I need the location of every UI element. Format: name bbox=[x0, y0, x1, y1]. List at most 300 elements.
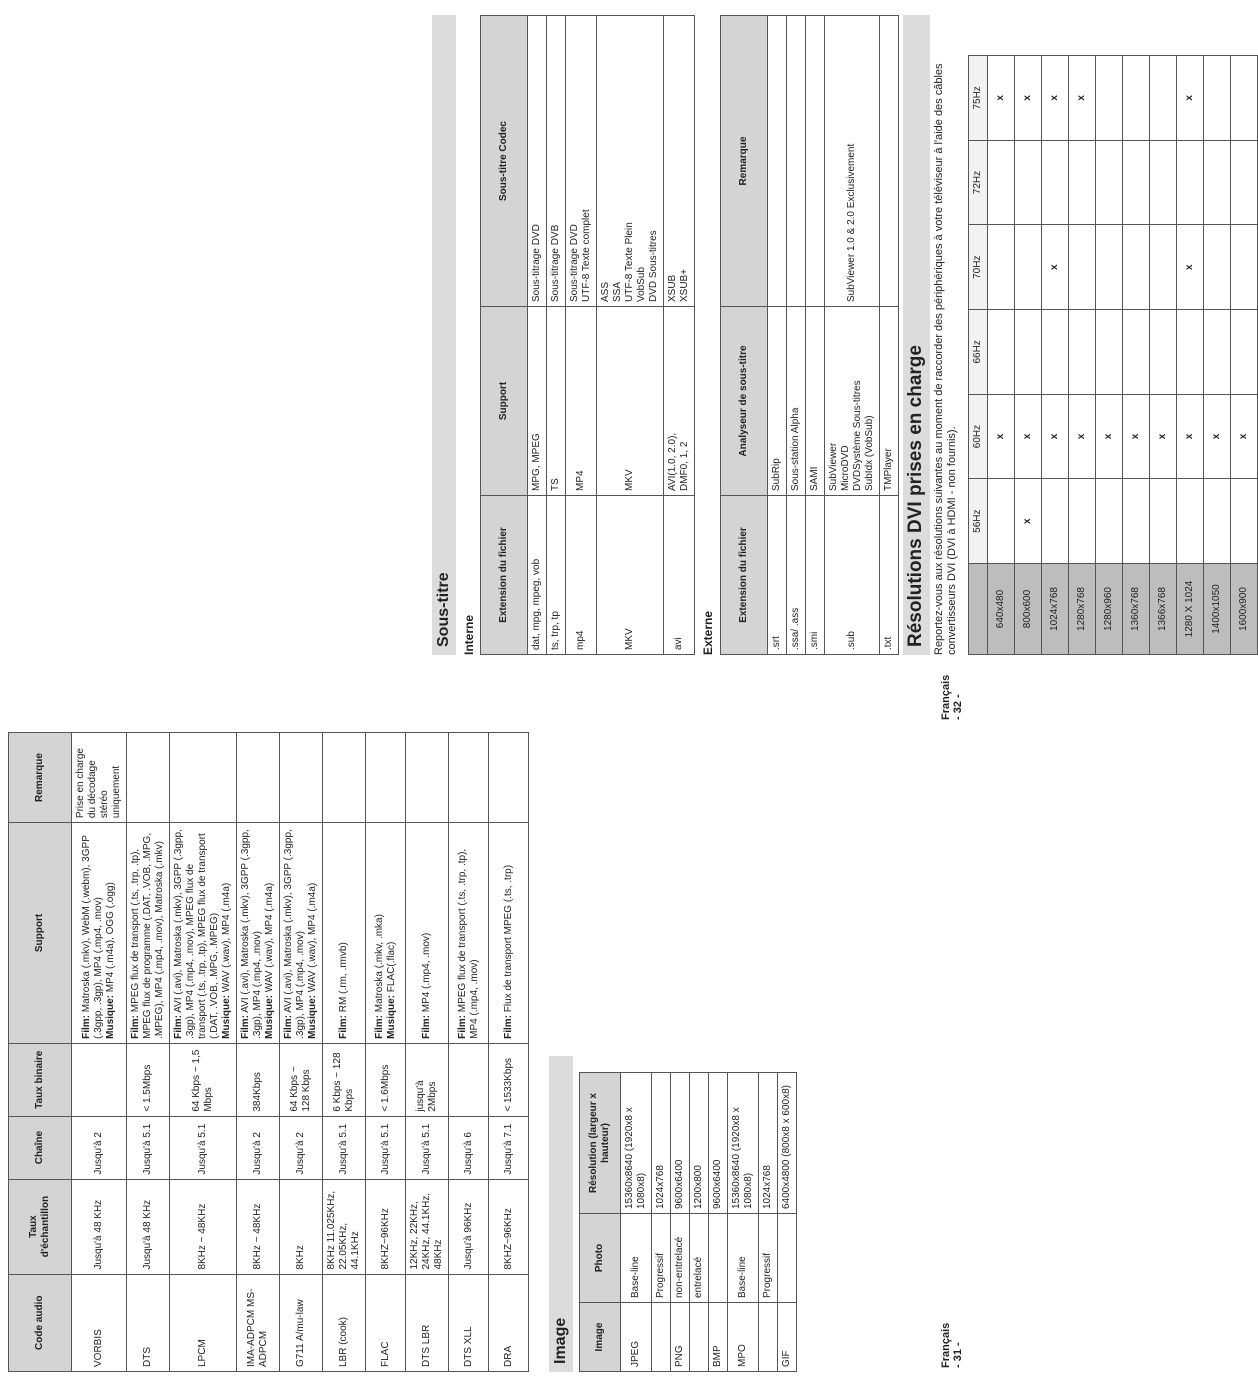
dvi-mark: x bbox=[1177, 394, 1204, 479]
audio-row bbox=[406, 733, 449, 1372]
audio-support-film bbox=[457, 827, 481, 1039]
audio-chaine: Jusqu'à 6 bbox=[449, 1116, 489, 1179]
image-resolution: 9600x6400 bbox=[709, 1073, 728, 1214]
dvi-row bbox=[1015, 56, 1042, 655]
dvi-mark bbox=[1231, 225, 1258, 310]
externe-remarque bbox=[767, 16, 786, 307]
dvi-resolution: 1360x768 bbox=[1123, 564, 1150, 655]
dvi-mark bbox=[1015, 310, 1042, 395]
audio-header-remarque: Remarque bbox=[9, 733, 72, 823]
dvi-mark bbox=[1096, 310, 1123, 395]
audio-row bbox=[170, 733, 237, 1372]
dvi-row bbox=[1231, 56, 1258, 655]
audio-code: DTS LBR bbox=[406, 1274, 449, 1371]
dvi-paragraph: Reportez-vous aux résolutions suivantes au moment de raccorder des périphériques à votre téléviseur à l'aide des câbles convertisseurs DVI (DVI à HDMI - non fournis). bbox=[932, 63, 959, 655]
audio-remarque bbox=[323, 733, 366, 823]
interne-header-codec: Sous-titre Codec bbox=[481, 16, 528, 307]
audio-support bbox=[406, 823, 449, 1044]
audio-remarque bbox=[170, 733, 237, 823]
image-format: JPEG bbox=[621, 1303, 652, 1372]
dvi-mark: x bbox=[1231, 394, 1258, 479]
audio-taux: 8KHz bbox=[280, 1179, 323, 1274]
audio-row bbox=[489, 733, 529, 1372]
audio-remarque bbox=[489, 733, 529, 823]
audio-taux: 8KHz ~ 48KHz bbox=[170, 1179, 237, 1274]
audio-support bbox=[280, 823, 323, 1044]
interne-codec bbox=[664, 16, 695, 307]
audio-binaire: < 1.5Mbps bbox=[127, 1043, 170, 1116]
interne-row bbox=[597, 16, 664, 655]
dvi-mark: x bbox=[1177, 225, 1204, 310]
image-photo bbox=[709, 1214, 728, 1303]
dvi-mark bbox=[1069, 479, 1096, 564]
dvi-mark: x bbox=[1096, 394, 1123, 479]
image-format: PNG bbox=[671, 1303, 690, 1372]
interne-codec: Sous-titrage DVD bbox=[528, 16, 547, 307]
audio-support-film bbox=[130, 827, 166, 1039]
audio-support bbox=[449, 823, 489, 1044]
film-value: Matroska (.mkv, .mka) bbox=[373, 914, 385, 1013]
cell-line: SubIdx (VobSub) bbox=[863, 415, 875, 491]
cell-line: SSA bbox=[612, 281, 624, 302]
audio-support-film bbox=[173, 827, 221, 1039]
interne-support: MKV bbox=[597, 307, 664, 496]
dvi-header-corner bbox=[969, 564, 988, 655]
dvi-mark bbox=[1150, 140, 1177, 225]
image-photo: Progressif bbox=[759, 1214, 778, 1303]
dvi-mark bbox=[1069, 225, 1096, 310]
externe-row bbox=[786, 16, 805, 655]
audio-binaire bbox=[72, 1043, 127, 1116]
film-label: Film: bbox=[502, 1014, 514, 1039]
cell-line: ASS bbox=[600, 281, 612, 302]
dvi-mark: x bbox=[988, 56, 1015, 141]
audio-chaine: Jusqu'à 2 bbox=[237, 1116, 280, 1179]
audio-chaine: Jusqu'à 2 bbox=[280, 1116, 323, 1179]
musique-label: Musique: bbox=[105, 994, 116, 1039]
externe-header-ext: Extension du fichier bbox=[720, 496, 767, 655]
audio-chaine: Jusqu'à 5.1 bbox=[127, 1116, 170, 1179]
image-header-photo: Photo bbox=[580, 1214, 621, 1303]
musique-value: WAV (.wav), MP4 (.m4a) bbox=[307, 882, 318, 993]
image-format bbox=[652, 1303, 671, 1372]
audio-taux: 8KHZ~96KHz bbox=[489, 1179, 529, 1274]
audio-support-film bbox=[503, 827, 515, 1039]
dvi-row bbox=[1042, 56, 1069, 655]
audio-code: IMA-ADPCM MS-ADPCM bbox=[237, 1274, 280, 1371]
interne-ext: dat, mpg, mpeg, vob bbox=[528, 496, 547, 655]
externe-remarque: SubViewer 1.0 & 2.0 Exclusivement bbox=[824, 16, 879, 307]
film-value: MPEG flux de transport (.ts, .trp, .tp), MPEG flux de programme (.DAT, .VOB, .MPG, .MPEG), MP4 (.mp4, .mov), Matroska (.mkv) bbox=[130, 832, 165, 1039]
film-label: Film: bbox=[81, 1014, 92, 1039]
dvi-mark: x bbox=[1123, 394, 1150, 479]
interne-ext: avi bbox=[664, 496, 695, 655]
externe-header-row bbox=[720, 16, 767, 655]
musique-label: Musique: bbox=[385, 994, 397, 1039]
dvi-mark bbox=[1123, 225, 1150, 310]
audio-remarque: Prise en charge du décodage stéréo uniquement bbox=[72, 733, 127, 823]
dvi-row bbox=[1069, 56, 1096, 655]
audio-row bbox=[366, 733, 406, 1372]
dvi-mark bbox=[1204, 140, 1231, 225]
audio-support-musique bbox=[386, 827, 398, 1039]
audio-taux: Jusqu'à 48 KHz bbox=[72, 1179, 127, 1274]
dvi-mark bbox=[1096, 479, 1123, 564]
image-format: BMP bbox=[709, 1303, 728, 1372]
externe-remarque bbox=[879, 16, 898, 307]
film-value: MPEG flux de transport (.ts, .trp, .tp), MP4 (.mp4, .mov) bbox=[456, 848, 480, 1039]
audio-table bbox=[8, 732, 529, 1372]
dvi-mark: x bbox=[1042, 394, 1069, 479]
film-label: Film: bbox=[130, 1014, 141, 1039]
film-value: Flux de transport MPEG (.ts, .trp) bbox=[502, 864, 514, 1013]
cell-line: SubViewer bbox=[827, 442, 839, 491]
film-value: Matroska (.mkv), WebM (.webm), 3GPP (.3gpp, .3gp), MP4 (.mp4, .mov) bbox=[81, 835, 104, 1039]
externe-ext: .sub bbox=[824, 496, 879, 655]
dvi-mark bbox=[1231, 56, 1258, 141]
dvi-mark bbox=[1042, 310, 1069, 395]
audio-taux: 8KHz ~ 48KHz bbox=[237, 1179, 280, 1274]
audio-taux: 8KHz 11.025KHz, 22.05KHz, 44.1KHz bbox=[323, 1179, 366, 1274]
musique-value: MP4 (.m4a), OGG (.ogg) bbox=[105, 882, 116, 993]
image-resolution: 1024x768 bbox=[759, 1073, 778, 1214]
externe-ext: .txt bbox=[879, 496, 898, 655]
dvi-mark: x bbox=[1015, 56, 1042, 141]
audio-remarque bbox=[366, 733, 406, 823]
audio-header-row bbox=[9, 733, 72, 1372]
image-format bbox=[759, 1303, 778, 1372]
audio-header-code: Code audio bbox=[9, 1274, 72, 1371]
dvi-section-title: Résolutions DVI prises en charge bbox=[903, 15, 930, 655]
audio-support bbox=[170, 823, 237, 1044]
audio-row bbox=[280, 733, 323, 1372]
film-value: RM (.rm, .rmvb) bbox=[338, 942, 349, 1013]
audio-support-musique bbox=[105, 827, 117, 1039]
dvi-resolution: 1280x960 bbox=[1096, 564, 1123, 655]
dvi-header-freq: 60Hz bbox=[969, 394, 988, 479]
externe-ext: .srt bbox=[767, 496, 786, 655]
dvi-mark bbox=[1096, 140, 1123, 225]
dvi-mark bbox=[1231, 479, 1258, 564]
dvi-resolution: 1024x768 bbox=[1042, 564, 1069, 655]
audio-support-musique bbox=[264, 827, 276, 1039]
audio-binaire: 384Kbps bbox=[237, 1043, 280, 1116]
dvi-mark bbox=[1042, 140, 1069, 225]
audio-support bbox=[489, 823, 529, 1044]
audio-chaine: Jusqu'à 5.1 bbox=[406, 1116, 449, 1179]
image-row bbox=[728, 1073, 759, 1372]
dvi-mark bbox=[1231, 310, 1258, 395]
interne-ext: mp4 bbox=[566, 496, 597, 655]
image-header-row bbox=[580, 1073, 621, 1372]
audio-support-musique bbox=[221, 827, 233, 1039]
externe-row bbox=[767, 16, 786, 655]
soustitre-section-title: Sous-titre bbox=[432, 15, 456, 655]
interne-header-row bbox=[481, 16, 528, 655]
dvi-resolution: 1280x768 bbox=[1069, 564, 1096, 655]
audio-code: VORBIS bbox=[72, 1274, 127, 1371]
dvi-mark bbox=[1150, 225, 1177, 310]
dvi-header-freq: 56Hz bbox=[969, 479, 988, 564]
image-row bbox=[759, 1073, 778, 1372]
image-header-image: Image bbox=[580, 1303, 621, 1372]
audio-row bbox=[323, 733, 366, 1372]
dvi-mark bbox=[1150, 56, 1177, 141]
audio-code: FLAC bbox=[366, 1274, 406, 1371]
dvi-resolution: 1280 X 1024 bbox=[1177, 564, 1204, 655]
externe-analyseur bbox=[824, 307, 879, 496]
dvi-mark bbox=[1204, 56, 1231, 141]
dvi-mark bbox=[1177, 479, 1204, 564]
image-format: MPO bbox=[728, 1303, 759, 1372]
image-header-resolution: Résolution (largeur x hauteur) bbox=[580, 1073, 621, 1214]
dvi-row bbox=[1123, 56, 1150, 655]
image-resolution: 1200x800 bbox=[690, 1073, 709, 1214]
dvi-mark bbox=[1015, 225, 1042, 310]
audio-chaine: Jusqu'à 7.1 bbox=[489, 1116, 529, 1179]
dvi-mark: x bbox=[1150, 394, 1177, 479]
cell-line: UTF-8 Texte Plein bbox=[624, 222, 636, 302]
dvi-mark bbox=[1123, 310, 1150, 395]
cell-line: VobSub bbox=[636, 266, 648, 302]
film-value: AVI (.avi), Matroska (.mkv), 3GPP (.3gpp, .3gp), MP4 (.mp4, .mov), MPEG flux de transport (.ts, .trp, .tp), MPEG flux de transport (.DAT, .VOB, .MPG, .MPEG) bbox=[173, 829, 220, 1039]
image-photo: Progressif bbox=[652, 1214, 671, 1303]
audio-row bbox=[449, 733, 489, 1372]
externe-header-analyseur: Analyseur de sous-titre bbox=[720, 307, 767, 496]
audio-code: DTS bbox=[127, 1274, 170, 1371]
image-resolution: 15360x8640 (1920x8 x 1080x8) bbox=[728, 1073, 759, 1214]
audio-taux: Jusqu'à 48 KHz bbox=[127, 1179, 170, 1274]
dvi-mark: x bbox=[1069, 56, 1096, 141]
film-label: Film: bbox=[240, 1014, 251, 1039]
musique-value: FLAC(.flac) bbox=[385, 941, 397, 993]
image-section-title: Image bbox=[549, 1056, 573, 1372]
image-row bbox=[690, 1073, 709, 1372]
audio-binaire: jusqu'à 2Mbps bbox=[406, 1043, 449, 1116]
externe-remarque bbox=[786, 16, 805, 307]
dvi-mark bbox=[1177, 310, 1204, 395]
dvi-mark: x bbox=[988, 394, 1015, 479]
cell-line: UTF-8 Texte complet bbox=[581, 209, 593, 302]
image-row bbox=[709, 1073, 728, 1372]
dvi-resolution: 800x600 bbox=[1015, 564, 1042, 655]
dvi-mark: x bbox=[1015, 394, 1042, 479]
audio-support bbox=[127, 823, 170, 1044]
audio-support-film bbox=[421, 827, 433, 1039]
audio-support-film bbox=[338, 827, 350, 1039]
film-value: AVI (.avi), Matroska (.mkv), 3GPP (.3gpp, .3gp), MP4 (.mp4, .mov) bbox=[283, 829, 306, 1039]
dvi-mark bbox=[1123, 479, 1150, 564]
dvi-mark bbox=[1042, 479, 1069, 564]
audio-support-musique bbox=[307, 827, 319, 1039]
audio-support bbox=[237, 823, 280, 1044]
dvi-mark bbox=[1069, 310, 1096, 395]
audio-taux: Jusqu'à 96KHz bbox=[449, 1179, 489, 1274]
cell-line: DVDSystème Sous-titres bbox=[851, 380, 863, 491]
interne-title: Interne bbox=[462, 614, 476, 655]
interne-row bbox=[566, 16, 597, 655]
audio-code: DRA bbox=[489, 1274, 529, 1371]
audio-binaire: 6 Kbps ~ 128 Kbps bbox=[323, 1043, 366, 1116]
audio-binaire: 64 Kbps ~ 128 Kbps bbox=[280, 1043, 323, 1116]
audio-chaine: Jusqu'à 5.1 bbox=[366, 1116, 406, 1179]
dvi-mark bbox=[1231, 140, 1258, 225]
audio-remarque bbox=[237, 733, 280, 823]
image-photo: entrelacé bbox=[690, 1214, 709, 1303]
externe-row bbox=[879, 16, 898, 655]
interne-support: MP4 bbox=[566, 307, 597, 496]
dvi-mark bbox=[1204, 479, 1231, 564]
image-table bbox=[579, 1072, 797, 1372]
audio-support-film bbox=[283, 827, 307, 1039]
dvi-mark bbox=[1204, 310, 1231, 395]
externe-table bbox=[720, 15, 899, 655]
dvi-row bbox=[1150, 56, 1177, 655]
dvi-mark bbox=[1123, 56, 1150, 141]
cell-line: XSUB+ bbox=[679, 268, 691, 302]
dvi-resolution: 1366x768 bbox=[1150, 564, 1177, 655]
interne-table bbox=[480, 15, 695, 655]
audio-row bbox=[237, 733, 280, 1372]
image-row bbox=[621, 1073, 652, 1372]
audio-remarque bbox=[127, 733, 170, 823]
image-resolution: 1024x768 bbox=[652, 1073, 671, 1214]
film-label: Film: bbox=[373, 1014, 385, 1039]
film-value: MP4 (.mp4, .mov) bbox=[421, 932, 432, 1013]
musique-label: Musique: bbox=[264, 994, 275, 1039]
audio-binaire bbox=[449, 1043, 489, 1116]
dvi-mark bbox=[1123, 140, 1150, 225]
audio-code: DTS XLL bbox=[449, 1274, 489, 1371]
dvi-mark bbox=[1150, 310, 1177, 395]
audio-taux: 8KHZ~96KHz bbox=[366, 1179, 406, 1274]
dvi-mark bbox=[1150, 479, 1177, 564]
footer-right: Français - 32 - bbox=[940, 674, 964, 720]
audio-remarque bbox=[406, 733, 449, 823]
film-label: Film: bbox=[456, 1014, 468, 1039]
audio-binaire: < 1.6Mbps bbox=[366, 1043, 406, 1116]
audio-support-film bbox=[374, 827, 386, 1039]
dvi-mark bbox=[1177, 140, 1204, 225]
dvi-row bbox=[1204, 56, 1231, 655]
externe-remarque bbox=[805, 16, 824, 307]
image-photo bbox=[778, 1214, 797, 1303]
audio-row bbox=[127, 733, 170, 1372]
dvi-header-freq: 70Hz bbox=[969, 225, 988, 310]
image-resolution: 6400x4800 (800x8 x 600x8) bbox=[778, 1073, 797, 1214]
film-label: Film: bbox=[173, 1014, 184, 1039]
interne-support: TS bbox=[547, 307, 566, 496]
interne-support: MPG, MPEG bbox=[528, 307, 547, 496]
right-page bbox=[432, 15, 1250, 655]
audio-row bbox=[72, 733, 127, 1372]
audio-header-support: Support bbox=[9, 823, 72, 1044]
dvi-mark: x bbox=[1204, 394, 1231, 479]
audio-code: LBR (cook) bbox=[323, 1274, 366, 1371]
interne-ext: MKV bbox=[597, 496, 664, 655]
dvi-mark: x bbox=[1042, 56, 1069, 141]
dvi-mark bbox=[1069, 140, 1096, 225]
audio-header-chaine: Chaîne bbox=[9, 1116, 72, 1179]
audio-chaine: Jusqu'à 5.1 bbox=[170, 1116, 237, 1179]
interne-header-ext: Extension du fichier bbox=[481, 496, 528, 655]
dvi-mark bbox=[1204, 225, 1231, 310]
audio-header-binaire: Taux binaire bbox=[9, 1043, 72, 1116]
interne-row bbox=[528, 16, 547, 655]
audio-header-taux: Taux d'échantillon bbox=[9, 1179, 72, 1274]
interne-ext: ts, trp, tp bbox=[547, 496, 566, 655]
interne-row bbox=[664, 16, 695, 655]
left-page bbox=[8, 732, 792, 1372]
dvi-row bbox=[1096, 56, 1123, 655]
musique-value: WAV (.wav), MP4 (.m4a) bbox=[221, 882, 232, 993]
dvi-mark bbox=[1096, 56, 1123, 141]
film-label: Film: bbox=[283, 1014, 294, 1039]
image-row bbox=[778, 1073, 797, 1372]
image-row bbox=[671, 1073, 690, 1372]
audio-taux: 12KHz, 22KHz, 24KHz, 44.1KHz, 48KHz bbox=[406, 1179, 449, 1274]
film-label: Film: bbox=[421, 1014, 432, 1039]
audio-code: LPCM bbox=[170, 1274, 237, 1371]
externe-analyseur: Sous-station Alpha bbox=[786, 307, 805, 496]
dvi-header-freq: 72Hz bbox=[969, 140, 988, 225]
dvi-resolution: 1600x900 bbox=[1231, 564, 1258, 655]
dvi-header-freq: 66Hz bbox=[969, 310, 988, 395]
image-format: GIF bbox=[778, 1303, 797, 1372]
image-resolution: 9600x6400 bbox=[671, 1073, 690, 1214]
dvi-mark bbox=[988, 225, 1015, 310]
audio-chaine: Jusqu'à 2 bbox=[72, 1116, 127, 1179]
audio-support bbox=[366, 823, 406, 1044]
audio-chaine: Jusqu'à 5.1 bbox=[323, 1116, 366, 1179]
audio-support bbox=[323, 823, 366, 1044]
image-photo: Base-line bbox=[621, 1214, 652, 1303]
cell-line: Sous-titrage DVD bbox=[569, 224, 581, 302]
audio-binaire: 64 Kbps ~ 1,5 Mbps bbox=[170, 1043, 237, 1116]
dvi-mark: x bbox=[1015, 479, 1042, 564]
film-label: Film: bbox=[338, 1014, 349, 1039]
interne-codec bbox=[566, 16, 597, 307]
externe-row bbox=[805, 16, 824, 655]
externe-analyseur: SubRip bbox=[767, 307, 786, 496]
audio-remarque bbox=[280, 733, 323, 823]
dvi-header-freq: 75Hz bbox=[969, 56, 988, 141]
externe-header-remarque: Remarque bbox=[720, 16, 767, 307]
audio-support-film bbox=[240, 827, 264, 1039]
interne-codec bbox=[597, 16, 664, 307]
audio-support bbox=[72, 823, 127, 1044]
dvi-mark bbox=[988, 140, 1015, 225]
image-resolution: 15360x8640 (1920x8 x 1080x8) bbox=[621, 1073, 652, 1214]
footer-left: Français - 31 - bbox=[940, 1322, 964, 1368]
dvi-row bbox=[988, 56, 1015, 655]
dvi-row bbox=[1177, 56, 1204, 655]
dvi-mark: x bbox=[1069, 394, 1096, 479]
externe-analyseur: TMPlayer bbox=[879, 307, 898, 496]
image-photo: non-entrelacé bbox=[671, 1214, 690, 1303]
audio-code: G711 A/mu-law bbox=[280, 1274, 323, 1371]
musique-label: Musique: bbox=[221, 994, 232, 1039]
dvi-mark bbox=[1015, 140, 1042, 225]
musique-value: WAV (.wav), MP4 (.m4a) bbox=[264, 882, 275, 993]
image-row bbox=[652, 1073, 671, 1372]
cell-line: DVD Sous-titres bbox=[648, 230, 660, 302]
dvi-mark bbox=[1096, 225, 1123, 310]
image-photo: Base-line bbox=[728, 1214, 759, 1303]
cell-line: XSUB bbox=[667, 274, 679, 302]
externe-ext: .ssa/ .ass bbox=[786, 496, 805, 655]
cell-line: DMF0, 1, 2 bbox=[679, 441, 691, 491]
